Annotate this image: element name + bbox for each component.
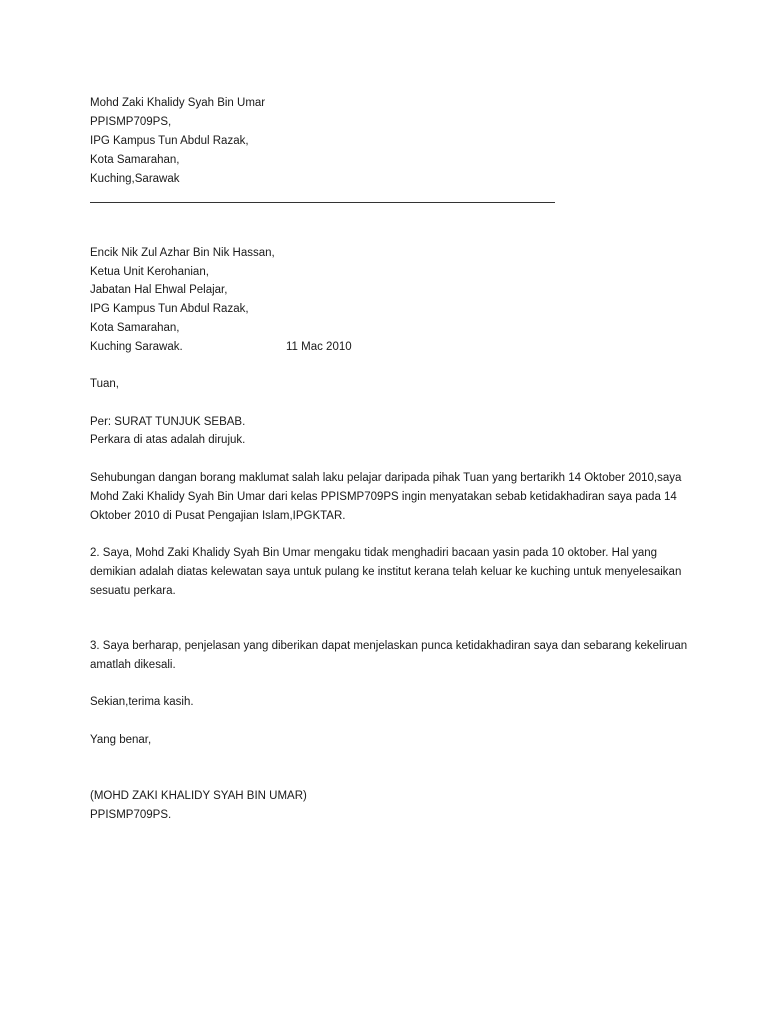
subject-line: Per: SURAT TUNJUK SEBAB. xyxy=(90,416,246,428)
sender-class: PPISMP709PS, xyxy=(90,116,172,128)
letter-date: 11 Mac 2010 xyxy=(286,341,352,353)
recipient-name: Encik Nik Zul Azhar Bin Nik Hassan, xyxy=(90,247,275,259)
signatory-name: (MOHD ZAKI KHALIDY SYAH BIN UMAR) xyxy=(90,790,307,802)
para2-line2: demikian adalah diatas kelewatan saya untuk pulang ke institut kerana telah keluar ke kuching untuk menyelesaikan xyxy=(90,566,682,578)
para2-line1: 2. Saya, Mohd Zaki Khalidy Syah Bin Umar mengaku tidak menghadiri bacaan yasin pada 10 oktober. Hal yang xyxy=(90,547,658,559)
recipient-department: Jabatan Hal Ehwal Pelajar, xyxy=(90,284,228,296)
closing-thanks: Sekian,terima kasih. xyxy=(90,696,194,708)
sender-city: Kuching,Sarawak xyxy=(90,173,180,185)
recipient-city: Kuching Sarawak. xyxy=(90,341,183,353)
para1-line2: Mohd Zaki Khalidy Syah Bin Umar dari kelas PPISMP709PS ingin menyatakan sebab ketidakhadiran saya pada 14 xyxy=(90,491,677,503)
signatory-class: PPISMP709PS. xyxy=(90,809,172,821)
header-divider xyxy=(90,202,555,203)
para3-line1: 3. Saya berharap, penjelasan yang diberikan dapat menjelaskan punca ketidakhadiran saya dan sebarang kekeliruan xyxy=(90,640,688,652)
closing-signoff: Yang benar, xyxy=(90,734,152,746)
recipient-town: Kota Samarahan, xyxy=(90,322,180,334)
para3-line2: amatlah dikesali. xyxy=(90,659,176,671)
subject-reference: Perkara di atas adalah dirujuk. xyxy=(90,434,246,446)
sender-town: Kota Samarahan, xyxy=(90,154,180,166)
para1-line3: Oktober 2010 di Pusat Pengajian Islam,IPGKTAR. xyxy=(90,510,346,522)
sender-institution: IPG Kampus Tun Abdul Razak, xyxy=(90,135,249,147)
salutation: Tuan, xyxy=(90,378,119,390)
sender-name: Mohd Zaki Khalidy Syah Bin Umar xyxy=(90,97,266,109)
para2-line3: sesuatu perkara. xyxy=(90,585,176,597)
recipient-institution: IPG Kampus Tun Abdul Razak, xyxy=(90,303,249,315)
para1-line1: Sehubungan dangan borang maklumat salah laku pelajar daripada pihak Tuan yang bertarikh 14 Oktober 2010,saya xyxy=(90,472,682,484)
recipient-position: Ketua Unit Kerohanian, xyxy=(90,266,209,278)
